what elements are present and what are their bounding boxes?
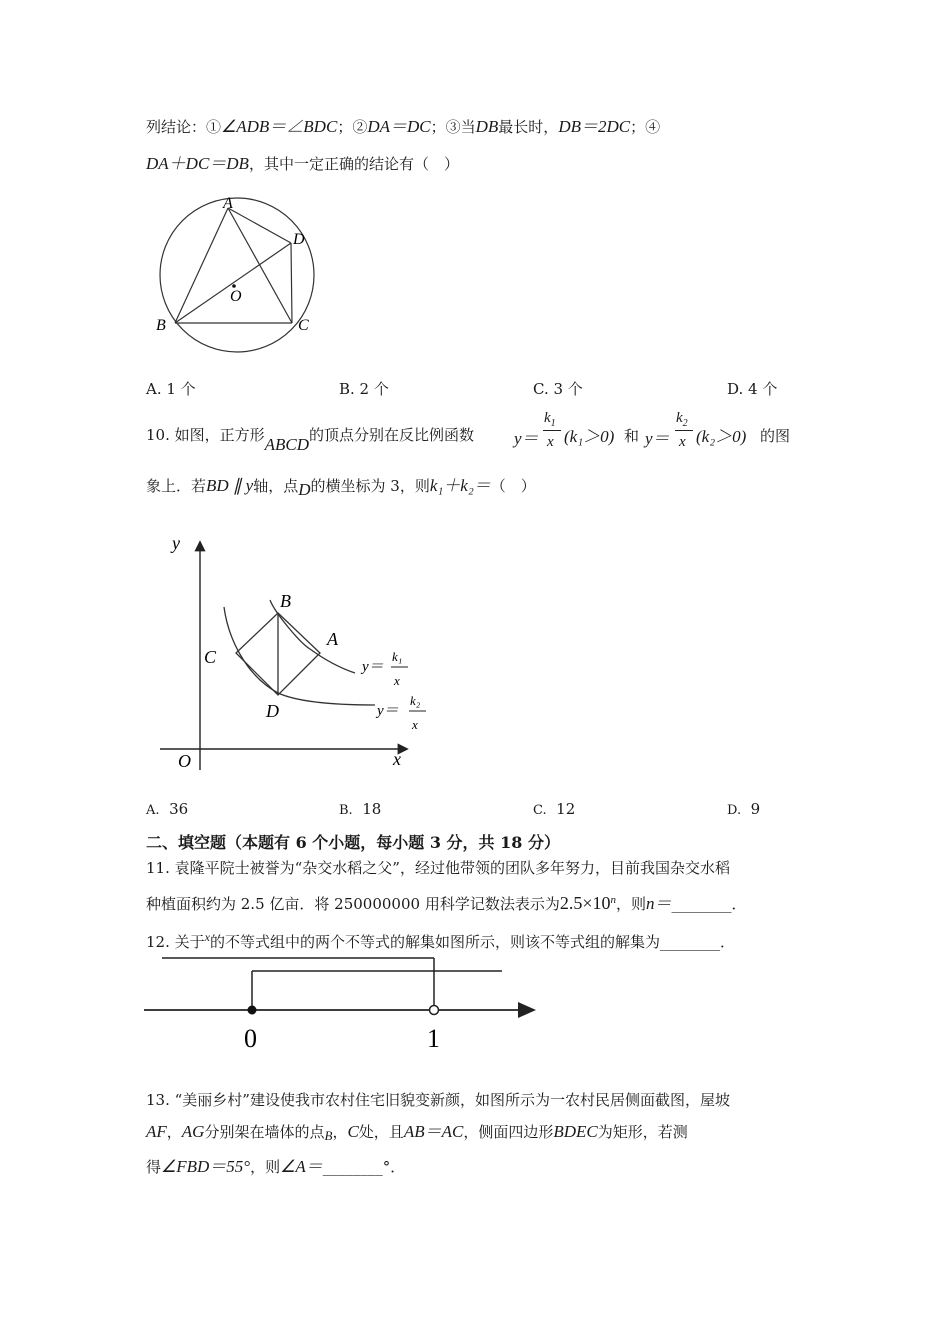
closed-point	[248, 1006, 257, 1015]
q13-answer-blank[interactable]: ________°．	[322, 1158, 406, 1176]
svg-text:k₁: k₁	[392, 649, 403, 664]
q9-option-a[interactable]: A. 1 个	[146, 380, 196, 398]
label-o: O	[230, 288, 242, 305]
label-a: A	[327, 629, 338, 649]
label-b: B	[156, 317, 166, 334]
q10-line1: 10. 如图，正方形ABCD的顶点分别在反比例函数	[146, 426, 475, 454]
label-y: y	[172, 533, 180, 553]
q9-conclusion-1: ∠ADB＝∠BDC	[221, 117, 338, 136]
q9-line2: DA＋DC＝DB，其中一定正确的结论有（ ）	[146, 154, 459, 173]
q9-conclusion-2: DA＝DC	[367, 117, 431, 136]
q10-option-d[interactable]: D. 9	[727, 800, 761, 818]
segment-ab	[175, 208, 228, 323]
q13-line2: AF，AG分别架在墙体的点B，C处，且AB＝AC，侧面四边形BDEC为矩形，若测	[146, 1122, 688, 1143]
label-d: D	[293, 231, 305, 248]
q9-line1: 列结论：①∠ADB＝∠BDC；②DA＝DC；③当DB最长时，DB＝2DC；④	[146, 117, 661, 136]
q9-circle-figure	[150, 190, 340, 365]
q13-line3: 得∠FBD＝55°，则∠A＝________°．	[146, 1157, 406, 1176]
q10-square: ABCD	[264, 435, 310, 454]
label-c: C	[204, 647, 217, 667]
section-heading: 二、填空题（本题有 6 个小题，每小题 3 分，共 18 分）	[146, 833, 560, 852]
tick-1: 1	[427, 1024, 440, 1053]
q9-conclusion-4: DA＋DC＝DB	[146, 154, 249, 173]
label-b: B	[280, 591, 291, 611]
svg-text:k₂: k₂	[410, 693, 421, 708]
label-d: D	[266, 701, 279, 721]
curve2-label: y＝	[377, 703, 399, 719]
label-o: O	[178, 751, 191, 771]
q9-option-b[interactable]: B. 2 个	[339, 380, 389, 398]
svg-text:x: x	[394, 673, 400, 688]
q10-line2: 象上．若BD ∥ y轴，点D的横坐标为 3，则k₁＋k₂＝（ ）	[146, 476, 536, 499]
q11-line2: 种植面积约为 2.5 亿亩．将 250000000 用科学记数法表示为$2.5\times 10^n$，则n＝________．	[146, 893, 747, 913]
q9-conclusion-3: DB＝2DC	[558, 117, 631, 136]
segment-dc	[291, 243, 292, 323]
q11-answer-blank[interactable]: ________．	[671, 895, 747, 913]
q11-line1: 11. 袁隆平院士被誉为“杂交水稻之父”，经过他带领的团队多年努力，目前我国杂交水稻	[146, 859, 730, 877]
svg-text:x: x	[412, 717, 418, 732]
segment-bd	[175, 243, 291, 323]
q9-option-c[interactable]: C. 3 个	[533, 380, 583, 398]
q13-line1: 13. “美丽乡村”建设使我市农村住宅旧貌变新颜，如图所示为一农村民居侧面截图，屋坡	[146, 1091, 730, 1109]
q9-option-d[interactable]: D. 4 个	[727, 380, 778, 398]
arrow-icon	[518, 1002, 536, 1018]
q12-line1: 12. 关于$^x$的不等式组中的两个不等式的解集如图所示，则该不等式组的解集为________．	[146, 930, 735, 951]
label-c: C	[298, 317, 309, 334]
q10-graph	[150, 525, 440, 775]
curve1-label: y＝	[362, 659, 384, 675]
q10-option-b[interactable]: B. 18	[339, 800, 382, 818]
label-a: A	[223, 195, 233, 212]
label-x: x	[393, 749, 401, 769]
curve-k2	[224, 607, 375, 705]
q10-option-c[interactable]: C. 12	[533, 800, 576, 818]
q12-number-line	[140, 950, 550, 1060]
q10-option-a[interactable]: A. 36	[146, 800, 189, 818]
open-point	[430, 1006, 439, 1015]
tick-0: 0	[244, 1024, 257, 1053]
